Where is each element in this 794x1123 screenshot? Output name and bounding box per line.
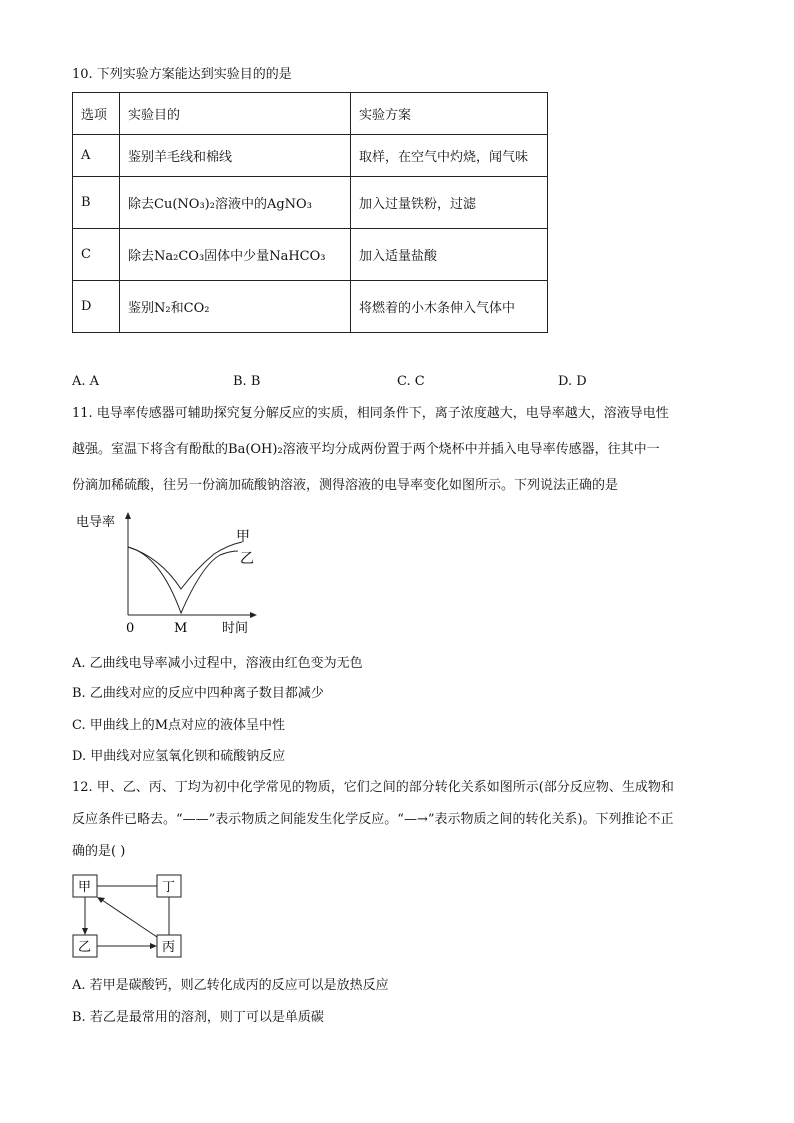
header-option: 选项 xyxy=(73,93,120,135)
q12-choice-a: A. 若甲是碳酸钙，则乙转化成丙的反应可以是放热反应 xyxy=(72,978,389,993)
formula: Ba(OH)₂ xyxy=(228,442,283,457)
arrowhead-jia-yi xyxy=(82,928,88,935)
table-row xyxy=(73,177,548,229)
row-plan: 取样，在空气中灼烧，闻气味 xyxy=(351,135,548,177)
purpose-mid: 和 xyxy=(170,301,184,316)
graph-xlabel: 时间 xyxy=(222,621,249,636)
curve-label-jia: 甲 xyxy=(236,529,250,545)
row-option: A xyxy=(73,135,120,177)
q11-line2-pre: 越强。室温下将含有酚酞的 xyxy=(72,442,229,457)
q10-choice-d: D. D xyxy=(558,374,587,389)
formula: N₂ xyxy=(154,301,171,316)
row-purpose: 鉴别羊毛线和棉线 xyxy=(120,135,351,177)
label-ding: 丁 xyxy=(162,880,176,895)
q12-line3: 确的是( ) xyxy=(72,844,126,859)
label-bing: 丙 xyxy=(162,940,176,955)
q11-choice-c: C. 甲曲线上的M点对应的液体呈中性 xyxy=(72,718,286,733)
table-row xyxy=(73,229,548,281)
purpose-mid: 溶液中的 xyxy=(214,197,267,212)
table-row xyxy=(73,135,548,177)
curve-label-yi: 乙 xyxy=(240,551,254,567)
row-option: B xyxy=(73,177,120,229)
formula: CO₂ xyxy=(183,301,210,316)
row-purpose xyxy=(120,229,351,281)
q11-line2-post: 溶液平均分成两份置于两个烧杯中并插入电导率传感器，往其中一 xyxy=(282,442,660,457)
relation-diagram xyxy=(72,873,187,963)
q10-choice-c: C. C xyxy=(397,374,425,389)
purpose-pre: 鉴别 xyxy=(128,301,155,316)
label-jia: 甲 xyxy=(78,880,92,895)
q11-line2 xyxy=(72,441,660,459)
row-purpose xyxy=(120,177,351,229)
table-header-row xyxy=(73,93,548,135)
curve-yi xyxy=(128,547,238,613)
q11-line3: 份滴加稀硫酸，往另一份滴加硫酸钠溶液，测得溶液的电导率变化如图所示。下列说法正确的是 xyxy=(72,478,619,493)
arrowhead-yi-bing xyxy=(150,943,157,949)
row-option: D xyxy=(73,281,120,333)
formula: AgNO₃ xyxy=(266,197,312,212)
header-plan: 实验方案 xyxy=(351,93,548,135)
purpose-pre: 除去 xyxy=(128,249,155,264)
q12-choice-b: B. 若乙是最常用的溶剂，则丁可以是单质碳 xyxy=(72,1010,324,1025)
q10-choice-a: A. A xyxy=(72,374,100,389)
purpose-pre: 除去 xyxy=(128,197,155,212)
formula: Cu(NO₃)₂ xyxy=(154,197,215,212)
label-yi: 乙 xyxy=(78,940,92,955)
q11-choice-d: D. 甲曲线对应氢氧化钡和硫酸钠反应 xyxy=(72,749,286,764)
q10-table xyxy=(72,92,548,333)
graph-ylabel: 电导率 xyxy=(76,515,116,530)
row-purpose xyxy=(120,281,351,333)
x-axis-arrow xyxy=(250,612,257,618)
q10-stem: 10. 下列实验方案能达到实验目的的是 xyxy=(72,67,292,82)
graph-origin: 0 xyxy=(126,621,135,636)
curve-jia xyxy=(128,542,242,589)
q11-line1: 11. 电导率传感器可辅助探究复分解反应的实质，相同条件下，离子浓度越大，电导率越大，溶液导电性 xyxy=(72,406,669,421)
formula: NaHCO₃ xyxy=(269,249,326,264)
header-purpose: 实验目的 xyxy=(120,93,351,135)
row-plan: 加入适量盐酸 xyxy=(351,229,548,281)
q11-choice-b: B. 乙曲线对应的反应中四种离子数目都减少 xyxy=(72,686,324,701)
arrow-bing-jia xyxy=(102,900,157,937)
q12-line1: 12. 甲、乙、丙、丁均为初中化学常见的物质，它们之间的部分转化关系如图所示(部分反应物、生成物和 xyxy=(72,780,674,795)
q10-choice-b: B. B xyxy=(233,374,261,389)
graph-m-label: M xyxy=(174,621,188,636)
conductivity-graph xyxy=(70,505,270,640)
row-plan: 将燃着的小木条伸入气体中 xyxy=(351,281,548,333)
table-row xyxy=(73,281,548,333)
q12-line2: 反应条件已略去。“——”表示物质之间能发生化学反应。“—→”表示物质之间的转化关系)。下列推论不正 xyxy=(72,812,674,827)
row-plan: 加入过量铁粉，过滤 xyxy=(351,177,548,229)
row-option: C xyxy=(73,229,120,281)
formula: Na₂CO₃ xyxy=(154,249,205,264)
y-axis-arrow xyxy=(125,512,131,519)
arrowhead-bing-jia xyxy=(97,897,105,903)
purpose-mid: 固体中少量 xyxy=(204,249,270,264)
q11-choice-a: A. 乙曲线电导率减小过程中，溶液由红色变为无色 xyxy=(72,656,363,671)
